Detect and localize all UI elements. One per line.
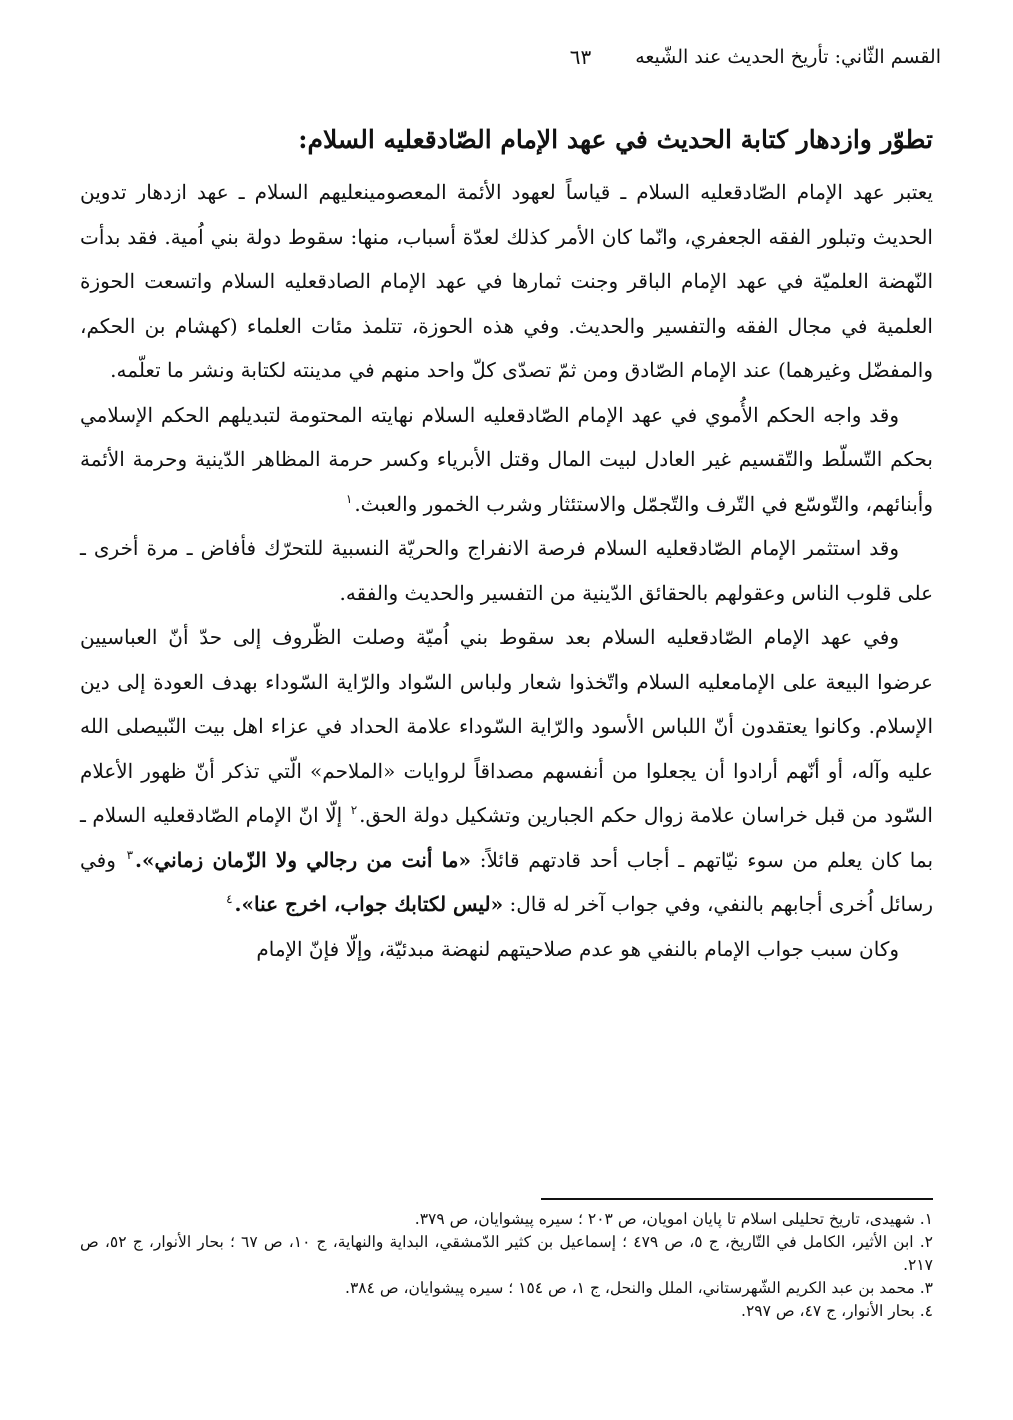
- quote-imam-letter: «ليس لكتابك جواب، اخرج عنا».: [234, 892, 504, 916]
- paragraph-2: [80, 393, 933, 527]
- footnote-separator: [541, 1198, 933, 1200]
- footnotes: [80, 1208, 933, 1323]
- paragraph-4: [80, 615, 933, 927]
- running-header: [60, 40, 941, 74]
- running-title: القسم الثّاني: تأريخ الحديث عند الشّيعه: [635, 46, 941, 68]
- footnote-ref-1[interactable]: ١: [345, 491, 353, 506]
- paragraph-3: وقد استثمر الإمام الصّادقعليه السلام فرصة الانفراج والحريّة النسبية للتحرّك فأفاض ـ مرة أخرى ـ على قلوب الناس وعقولهم بالحقائق الدّينية من التفسير والحديث والفقه.: [80, 536, 933, 605]
- paragraph-5: وكان سبب جواب الإمام بالنفي هو عدم صلاحيتهم لنهضة مبدئيّة، وإلّا فإنّ الإمام: [256, 936, 899, 961]
- footnote-2: ٢. ابن الأثير، الكامل في التّاريخ، ج ٥، ص ٤٧٩ ؛ إسماعيل بن كثير الدّمشقي، البداية والنهاية، ج ١٠، ص ٦٧ ؛ بحار الأنوار، ج ٥٢، ص ٢١٧.: [80, 1233, 933, 1274]
- paragraph-4-text-a: وفي عهد الإمام الصّادقعليه السلام بعد سقوط بني اُميّة وصلت الظّروف إلى حدّ أنّ العباسيين عرضوا البيعة على الإمامعليه السلام واتّخذوا شعار ولباس السّواد والرّاية السّوداء بهدف العودة إلى دين الإسلام. وكانوا يعتقدون أنّ اللباس الأسود والرّاية السّوداء علامة الحداد في عزاء اهل بيت النّبيصلى الله عليه وآله، أو أنّهم أرادوا أن يجعلوا من أنفسهم مصداقاً لروايات «الملاحم» الّتي تذكر أنّ ظهور الأعلام السّود من قبل خراسان علامة زوال حكم الجبارين وتشكيل دولة الحق.: [80, 625, 934, 827]
- section-heading: تطوّر وازدهار كتابة الحديث في عهد الإمام الصّادقعليه السلام:: [298, 125, 933, 154]
- quote-imam-reply: «ما أنت من رجالي ولا الزّمان زماني».: [135, 847, 472, 872]
- paragraph-4-text-c: وفي رسائل اُخرى أجابهم بالنفي، وفي جواب آخر له قال:: [80, 847, 933, 916]
- page-number: ٦٣: [569, 45, 592, 69]
- body-text: [80, 170, 933, 971]
- footnote-4: ٤. بحار الأنوار، ج ٤٧، ص ٢٩٧.: [741, 1302, 933, 1320]
- paragraph-1: يعتبر عهد الإمام الصّادقعليه السلام ـ قياساً لعهود الأئمة المعصومينعليهم السلام ـ عهد ازدهار تدوين الحديث وتبلور الفقه الجعفري، وانّما كان الأمر كذلك لعدّة أسباب، منها: سقوط دولة بني اُمية. فقد بدأت النّهضة العلميّة في عهد الإمام الباقر وجنت ثمارها في عهد الإمام الصادقعليه السلام واتسعت الحوزة العلمية في مجال الفقه والتفسير والحديث. وفي هذه الحوزة، تتلمذ مئات العلماء (كهشام بن الحكم، والمفضّل وغيرهما) عند الإمام الصّادق ومن ثمّ تصدّى كلّ واحد منهم في مدينته لكتابة ونشر ما تعلّمه.: [80, 180, 934, 382]
- footnote-ref-2[interactable]: ٢: [350, 803, 358, 818]
- paragraph-2-text: وقد واجه الحكم الأُموي في عهد الإمام الصّادقعليه السلام نهايته المحتومة لتبديلهم الحكم الإسلامي بحكم التّسلّط والتّقسيم غير العادل لبيت المال وقتل الأبرياء وكسر حرمة المظاهر الدّينية وحرمة الأئمة وأبنائهم، والتّوسّع في التّرف والتّجمّل والاستئثار وشرب الخمور والعبث.: [80, 402, 933, 516]
- footnote-1: ١. شهيدى، تاريخ تحليلى اسلام تا پايان امويان، ص ٢٠٣ ؛ سيره پيشوايان، ص ٣٧٩.: [414, 1210, 933, 1228]
- footnote-3: ٣. محمد بن عبد الكريم الشّهرستاني، الملل والنحل، ج ١، ص ١٥٤ ؛ سيره پيشوايان، ص ٣٨٤.: [345, 1279, 933, 1297]
- footnote-ref-3[interactable]: ٣: [126, 847, 134, 862]
- footnote-ref-4[interactable]: ٤: [226, 892, 233, 907]
- paragraph-4-text-b: إلّا انّ الإمام الصّادقعليه السلام ـ بما كان يعلم من سوء نيّاتهم ـ أجاب أحد قادتهم قائلاً:: [80, 803, 934, 872]
